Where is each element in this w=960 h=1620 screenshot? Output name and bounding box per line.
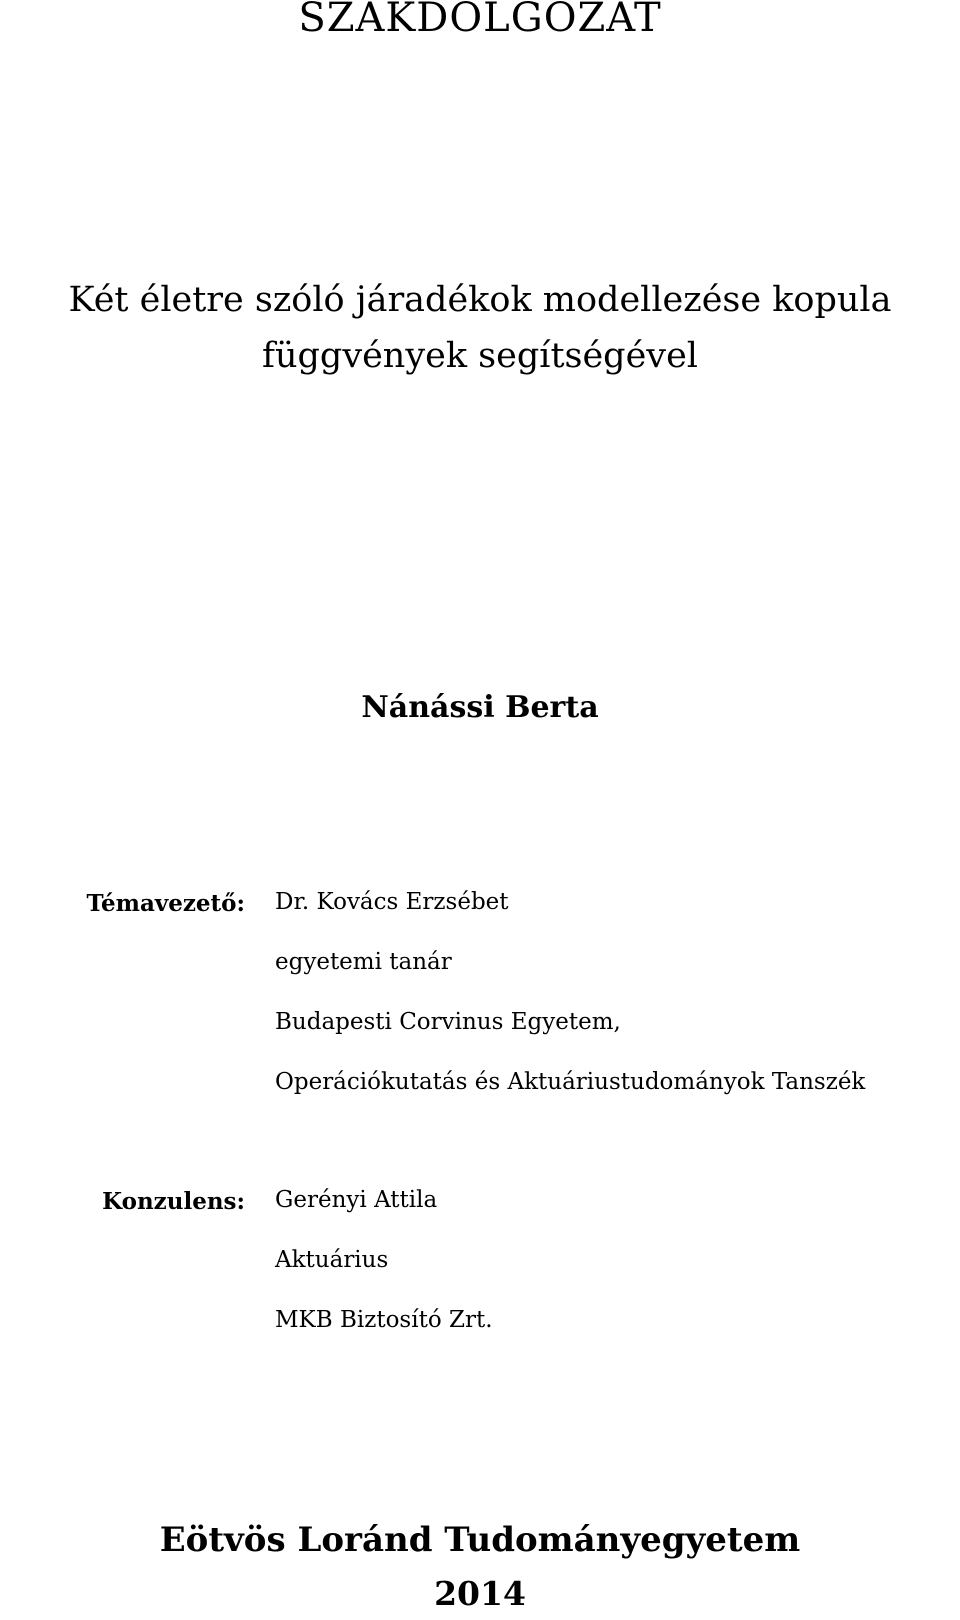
thesis-title: [0, 272, 960, 384]
consultant-company: MKB Biztosító Zrt.: [275, 1307, 493, 1333]
thesis-title-line-1: Két életre szóló járadékok modellezése kopula: [68, 280, 892, 320]
supervisor-department: Operációkutatás és Aktuáriustudományok Tanszék: [275, 1069, 866, 1095]
consultant-position: Aktuárius: [275, 1247, 389, 1273]
university-name: Eötvös Loránd Tudományegyetem: [159, 1520, 801, 1560]
supervisor-position: egyetemi tanár: [275, 949, 452, 975]
supervisor-institution: Budapesti Corvinus Egyetem,: [275, 1009, 621, 1035]
consultant-label: Konzulens:: [102, 1188, 245, 1215]
supervisor-label: Témavezető:: [86, 890, 245, 917]
author-name: Nánássi Berta: [361, 690, 599, 725]
thesis-year: 2014: [434, 1574, 526, 1613]
thesis-title-line-2: függvények segítségével: [262, 336, 698, 376]
document-type-heading: SZAKDOLGOZAT: [298, 0, 662, 41]
supervisor-name: Dr. Kovács Erzsébet: [275, 889, 509, 915]
consultant-info: [275, 1170, 493, 1350]
supervisor-info: [275, 872, 865, 1112]
consultant-name: Gerényi Attila: [275, 1187, 438, 1213]
